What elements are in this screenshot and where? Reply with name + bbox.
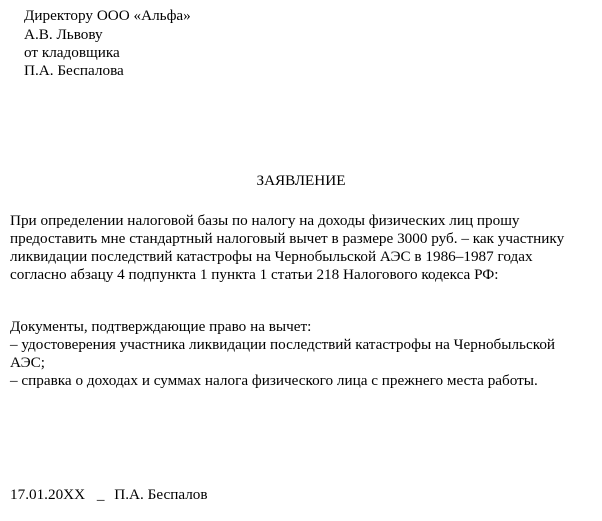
signature-underscore: _	[96, 486, 105, 503]
signature-line	[10, 485, 208, 504]
request-line-1: При определении налоговой базы по налогу на доходы физических лиц прошу	[10, 212, 520, 229]
addressee-line-3: от кладовщика	[24, 44, 120, 61]
request-line-2: предоставить мне стандартный налоговый вычет в размере 3000 руб. – как участнику	[10, 230, 565, 247]
request-line-4: согласно абзацу 4 подпункта 1 пункта 1 статьи 218 Налогового кодекса РФ:	[10, 266, 499, 283]
signature-date: 17.01.20XX	[10, 486, 86, 503]
signature-name: П.А. Беспалов	[114, 486, 208, 503]
request-line-3: ликвидации последствий катастрофы на Чернобыльской АЭС в 1986–1987 годах	[10, 248, 533, 265]
documents-item-1-cont: АЭС;	[10, 354, 45, 371]
documents-heading: Документы, подтверждающие право на вычет:	[10, 318, 312, 335]
documents-item-1: – удостоверения участника ликвидации последствий катастрофы на Чернобыльской	[10, 336, 556, 353]
addressee-line-4: П.А. Беспалова	[24, 62, 124, 79]
documents-item-2: – справка о доходах и суммах налога физического лица с прежнего места работы.	[10, 372, 538, 389]
document-title: ЗАЯВЛЕНИЕ	[256, 172, 346, 189]
addressee-line-2: А.В. Львову	[24, 26, 103, 43]
addressee-line-1: Директору ООО «Альфа»	[24, 7, 191, 24]
